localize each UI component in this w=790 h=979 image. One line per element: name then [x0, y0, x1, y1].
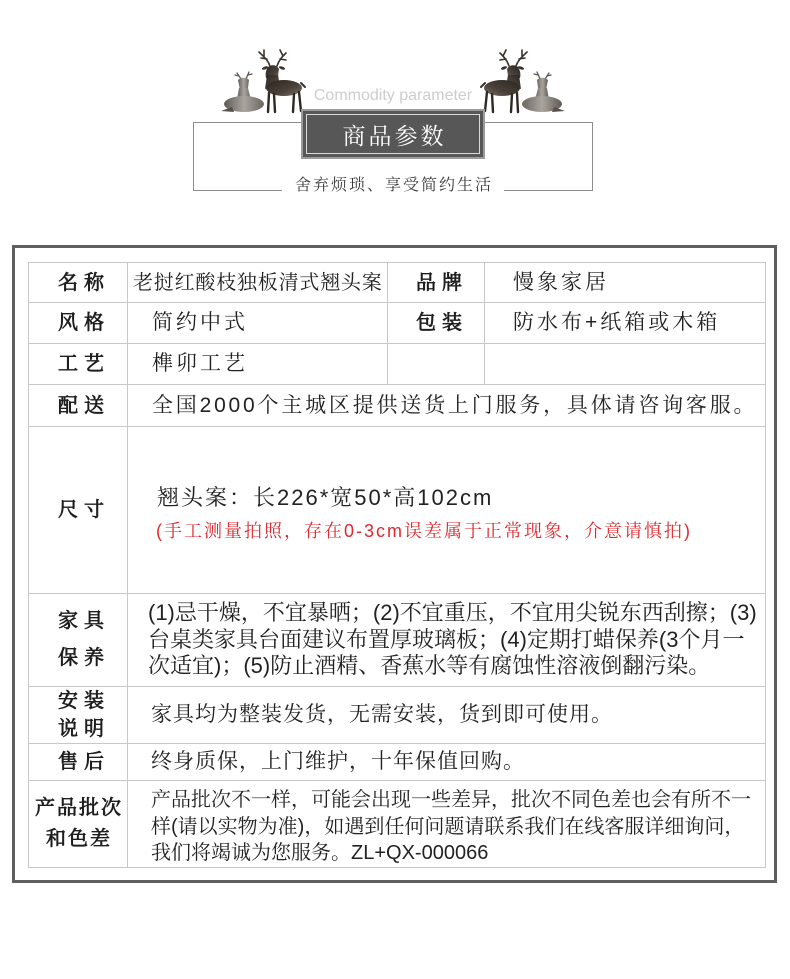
label-care: 家具 保养	[29, 594, 128, 687]
value-name: 老挝红酸枝独板清式翘头案	[128, 263, 388, 303]
table-row-size	[29, 427, 766, 594]
empty-cell	[485, 344, 766, 385]
size-note: (手工测量拍照，存在0-3cm误差属于正常现象，介意请慎拍)	[156, 520, 692, 541]
label-name: 名称	[29, 263, 128, 303]
label-size: 尺寸	[29, 427, 128, 594]
care-line: 次适宜)；(5)防止酒精、香蕉水等有腐蚀性溶液倒翻污染。	[148, 653, 711, 679]
batch-line: 我们将竭诚为您服务。ZL+QX-000066	[151, 842, 489, 865]
label-brand: 品牌	[388, 263, 485, 303]
value-craft: 榫卯工艺	[128, 344, 388, 385]
table-row-delivery	[29, 385, 766, 427]
table-row-batch	[29, 781, 766, 868]
value-packaging: 防水布+纸箱或木箱	[485, 303, 766, 344]
table-row-style	[29, 303, 766, 344]
size-dimensions: 翘头案：长226*宽50*高102cm	[157, 484, 494, 510]
label-installation: 安装 说明	[29, 687, 128, 744]
label-after-sales: 售后	[29, 744, 128, 781]
lying-deer	[522, 72, 565, 112]
value-care	[128, 594, 766, 687]
value-style: 简约中式	[128, 303, 388, 344]
table-row-installation	[29, 687, 766, 744]
label-packaging: 包装	[388, 303, 485, 344]
table-row-craft	[29, 344, 766, 385]
lying-deer	[221, 72, 264, 112]
value-after-sales: 终身质保，上门维护，十年保值回购。	[128, 744, 766, 781]
label-delivery: 配送	[29, 385, 128, 427]
section-title: 商品参数	[342, 122, 447, 149]
standing-deer	[481, 50, 527, 112]
value-brand: 慢象家居	[485, 263, 766, 303]
care-line: 台桌类家具台面建议布置厚玻璃板；(4)定期打蜡保养(3个月一	[148, 626, 745, 652]
standing-deer	[259, 50, 305, 112]
batch-line: 产品批次不一样，可能会出现一些差异，批次不同色差也会有所不一	[151, 789, 751, 812]
header-subtitle: Commodity parameter	[313, 87, 473, 104]
value-batch	[128, 781, 766, 868]
label-style: 风格	[29, 303, 128, 344]
parameter-table	[28, 262, 766, 868]
table-row-name	[29, 263, 766, 303]
value-size	[128, 427, 766, 594]
table-row-after-sales	[29, 744, 766, 781]
section-title-box	[301, 109, 485, 159]
header-slogan: 舍弃烦琐、享受简约生活	[282, 176, 504, 198]
deer-decoration-left-icon	[218, 48, 308, 116]
label-batch: 产品批次 和色差	[29, 781, 128, 868]
empty-cell	[388, 344, 485, 385]
deer-decoration-right-icon	[478, 48, 568, 116]
care-line: (1)忌干燥，不宜暴晒；(2)不宜重压，不宜用尖锐东西刮擦；(3)	[148, 600, 757, 626]
table-row-care	[29, 594, 766, 687]
value-delivery: 全国2000个主城区提供送货上门服务，具体请咨询客服。	[128, 385, 766, 427]
batch-line: 样(请以实物为准)，如遇到任何问题请联系我们在线客服详细询问，	[151, 815, 745, 838]
value-installation: 家具均为整装发货，无需安装，货到即可使用。	[128, 687, 766, 744]
label-craft: 工艺	[29, 344, 128, 385]
